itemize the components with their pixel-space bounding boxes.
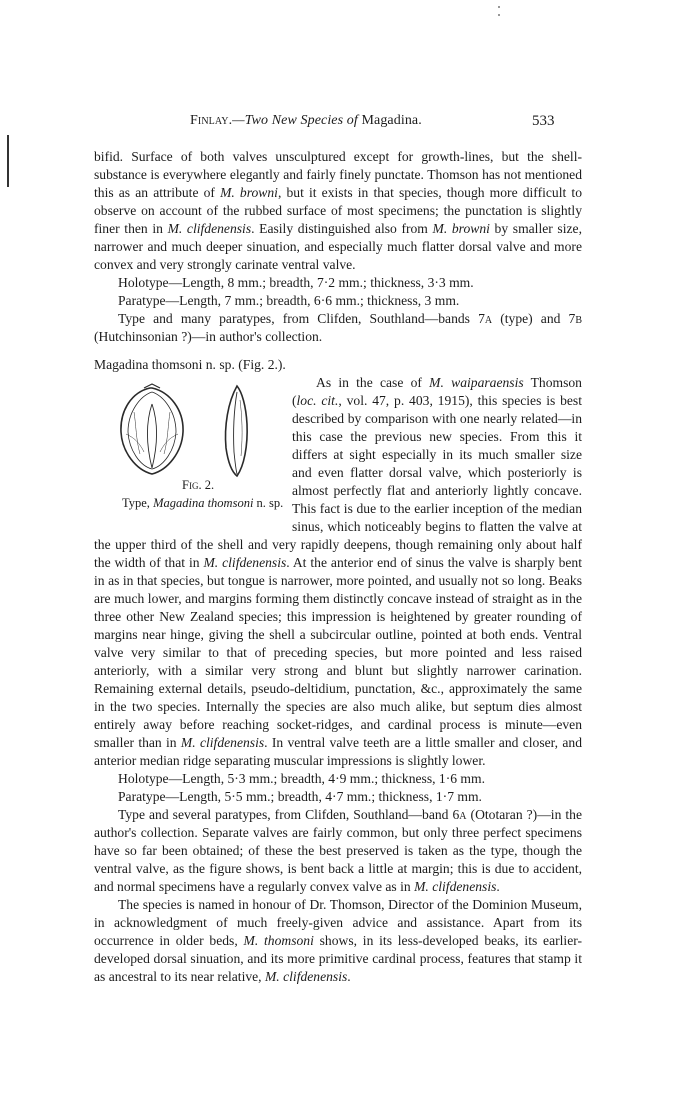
title-prefix: —Two New Species of bbox=[232, 113, 362, 128]
caption-species: Magadina thomsoni bbox=[153, 496, 254, 510]
text-run: by smaller size, narrower and much deeper sinuation, and especially much flatter dorsal valve and more convex and very strongly carinate ventral valve. bbox=[94, 221, 582, 272]
text-run: Type and several paratypes, from Clifden, Southland—band 6 bbox=[118, 807, 460, 822]
italic-term: M. clifdenensis bbox=[414, 879, 497, 894]
italic-term: M. clifdenensis bbox=[167, 221, 252, 236]
section-magadina-continuation bbox=[94, 148, 582, 346]
band-letter: a bbox=[459, 807, 467, 822]
scan-speck bbox=[498, 6, 500, 8]
text-run: . bbox=[347, 969, 351, 984]
paratype-measurements: Paratype—Length, 7 mm.; breadth, 6·6 mm.; thickness, 3 mm. bbox=[118, 293, 460, 308]
scan-speck bbox=[498, 14, 500, 16]
text-run: (Ototaran ?)—in the author's collection. Separate valves are fairly common, but only three perfect specimens have so far been obtained; of these the best preserved is taken as the type, though the ventral valve, as the figure shows, is bent back a little at margin; this is due to accident, and normal specimens have a regularly convex valve as in bbox=[94, 807, 582, 894]
italic-term: loc. cit. bbox=[296, 393, 339, 408]
section-magadina-thomsoni bbox=[94, 356, 582, 986]
running-title bbox=[190, 113, 422, 129]
italic-term: M. clifdenensis bbox=[180, 735, 265, 750]
text-run: Thomson ( bbox=[292, 375, 582, 408]
text-run: . In ventral valve teeth are a little smaller and closer, and anterior median ridge separating muscular impressions is slightly lower. bbox=[94, 735, 582, 768]
title-end: . bbox=[418, 113, 422, 128]
text-run: . bbox=[496, 879, 500, 894]
margin-rule bbox=[7, 135, 9, 187]
text-run: . At the anterior end of sinus the valve is sharply bent in as in that species, but tongue is narrower, more pointed, and usually not so long. Beaks are much lower, and margins forming them distinctly concave instead of straight as in the three other New Zealand species; this impression is heightened by greater rounding of margins near hinge, giving the shell a subcircular outline, pointed at both ends. Ventral valve very similar to that of preceding species, but more pointed and less raised anteriorly, with a similar very strong and blunt but slightly narrower carination. Remaining external details, pseudo-deltidium, punctation, &c., approximately the same in the two species. Internally the species are also much alike, but septum dies almost entirely away before reaching socket-ridges, and cardinal process is minute—even smaller than in bbox=[94, 555, 582, 750]
text-run: bifid. Surface of both valves unsculptured except for growth-lines, but the shell-substance is everywhere elegantly and fairly finely punctate. Thomson has not mentioned this as an attribute of bbox=[94, 149, 582, 200]
italic-term: M. waiparaensis bbox=[429, 375, 524, 390]
text-run: shows, in its less-developed beaks, its earlier-developed dorsal sinuation, and its more primitive cardinal process, features that stamp it as ancestral to its near relative, bbox=[94, 933, 583, 984]
figure-2 bbox=[94, 374, 292, 536]
title-genus: Magadina bbox=[361, 113, 419, 128]
dorsal-view-drawing bbox=[121, 384, 183, 474]
holotype-measurements: Holotype—Length, 8 mm.; breadth, 7·2 mm.; thickness, 3·3 mm. bbox=[118, 275, 474, 290]
comparison-paragraph bbox=[94, 374, 582, 770]
brachiopod-illustration bbox=[106, 382, 286, 478]
author-name: Finlay. bbox=[190, 113, 233, 128]
page-number: 533 bbox=[532, 113, 555, 129]
running-header bbox=[0, 113, 676, 135]
text-run: Type and many paratypes, from Clifden, Southland—bands 7 bbox=[118, 311, 485, 326]
paratype-measurements: Paratype—Length, 5·5 mm.; breadth, 4·7 mm.; thickness, 1·7 mm. bbox=[118, 789, 482, 804]
holotype-measurements: Holotype—Length, 5·3 mm.; breadth, 4·9 mm.; thickness, 1·6 mm. bbox=[118, 771, 485, 786]
italic-term: M. browni bbox=[432, 221, 490, 236]
band-letter: b bbox=[575, 311, 583, 326]
figure-caption bbox=[98, 494, 283, 512]
italic-term: M. clifdenensis bbox=[264, 969, 348, 984]
italic-term: M. clifdenensis bbox=[203, 555, 287, 570]
species-heading bbox=[94, 356, 582, 374]
band-letter: a bbox=[484, 311, 493, 326]
lateral-view-drawing bbox=[225, 386, 247, 476]
etymology-paragraph bbox=[94, 896, 582, 986]
italic-term: M. browni bbox=[220, 185, 278, 200]
text-run: As in the case of bbox=[316, 375, 430, 390]
text-run: (Hutchinsonian ?)—in author's collection. bbox=[94, 329, 323, 344]
text-run: , but it exists in that species, though more difficult to observe on account of the rubbed surface of most specimens; the punctation is slightly finer then in bbox=[94, 185, 582, 236]
description-paragraph bbox=[94, 148, 582, 274]
figure-number: Fig. 2. bbox=[182, 478, 215, 492]
text-run: Magadina thomsoni n. sp. (Fig. 2.). bbox=[94, 357, 286, 372]
caption-prefix: Type, bbox=[122, 496, 154, 510]
caption-suffix: n. sp. bbox=[253, 496, 284, 510]
text-run: . Easily distinguished also from bbox=[251, 221, 433, 236]
italic-term: M. thomsoni bbox=[243, 933, 314, 948]
text-run: (type) and 7 bbox=[492, 311, 576, 326]
type-locality-paragraph bbox=[94, 310, 582, 346]
text-run: The species is named in honour of Dr. Thomson, Director of the Dominion Museum, in acknowledgment of much freely-given advice and assistance. Apart from its occurrence in older beds, bbox=[94, 897, 582, 948]
type-locality-paragraph bbox=[94, 806, 582, 896]
text-run: , vol. 47, p. 403, 1915), this species is best described by comparison with one nearly related—in this case the previous new species. From this it differs at sight especially in its much smaller size and even flatter dorsal valve, which posteriorly is almost perfectly flat and anteriorly lightly concave. This fact is due to the earlier inception of the median sinus, which noticeably begins to flatten the valve at the upper third of the shell and very rapidly deepens, though remaining only about half the width of that in bbox=[94, 393, 582, 570]
